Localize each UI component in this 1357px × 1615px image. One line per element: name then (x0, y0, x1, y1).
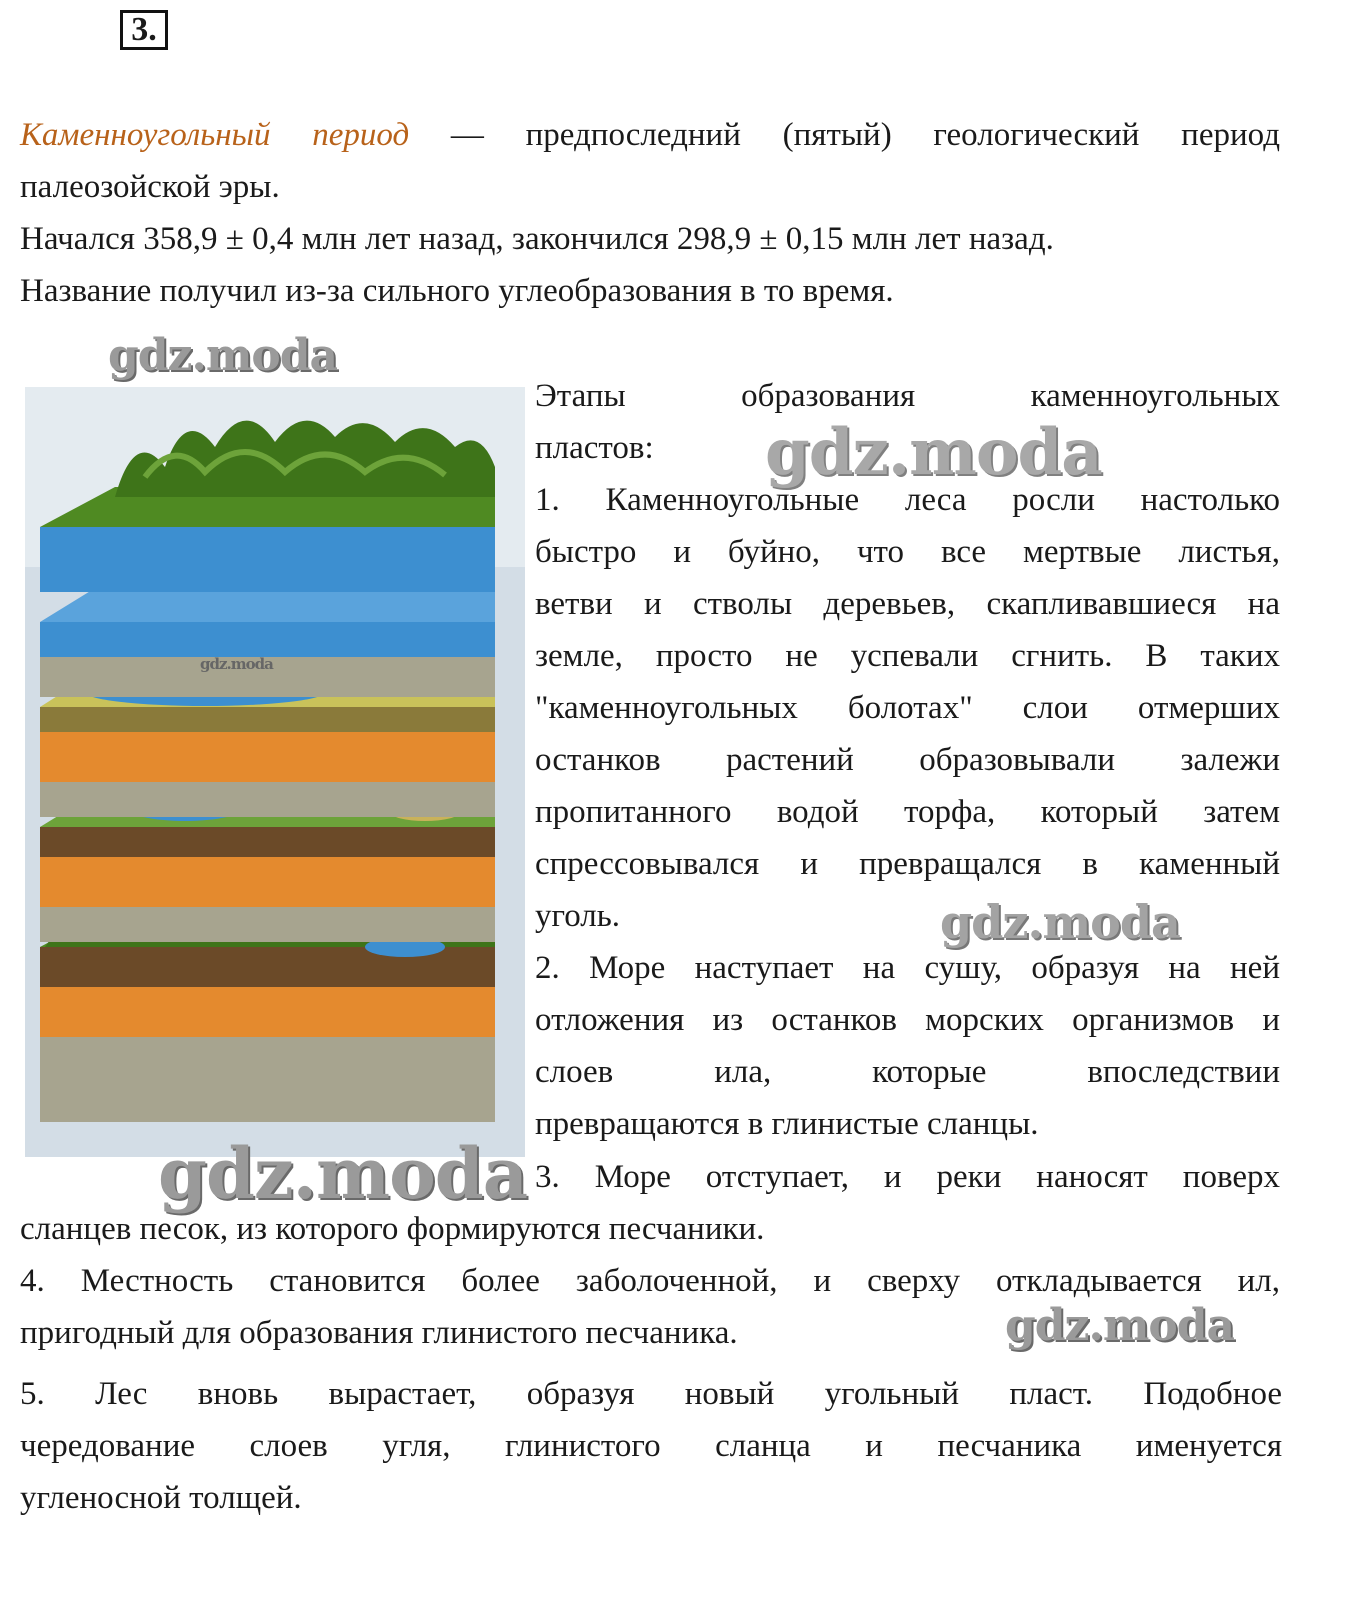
intro-line-3: Начался 358,9 ± 0,4 млн лет назад, закончился 298,9 ± 0,15 млн лет назад. (20, 221, 1054, 257)
watermark: gdz.moda (940, 895, 1180, 949)
bottom-line-3: пригодный для образования глинистого песчаника. (20, 1315, 738, 1351)
bottom-line-4: 5. Лес вновь вырастает, образуя новый угольный пласт. Подобное (20, 1376, 1282, 1412)
bottom-line-2: 4. Местность становится более заболоченной, и сверху откладывается ил, (20, 1263, 1280, 1299)
term-highlight: Каменноугольный период (20, 117, 410, 153)
right-line-16: 3. Море отступает, и реки наносят поверх (535, 1159, 1280, 1195)
bottom-line-5: чередование слоев угля, глинистого сланца и песчаника именуется (20, 1428, 1282, 1464)
intro-line-1 (20, 115, 1280, 155)
right-line-10: спрессовывался и превращался в каменный (535, 846, 1280, 882)
right-line-7: "каменноугольных болотах" слои отмерших (535, 690, 1280, 726)
intro-line-4: Название получил из-за сильного углеобразования в то время. (20, 273, 894, 309)
right-line-11: уголь. (535, 898, 621, 934)
right-line-9: пропитанного водой торфа, который затем (535, 794, 1280, 830)
watermark: gdz.moda (108, 330, 338, 381)
coal-layers-illustration (25, 387, 525, 1157)
right-line-15: превращаются в глинистые сланцы. (535, 1106, 1039, 1142)
bottom-line-1: сланцев песок, из которого формируются песчаники. (20, 1211, 765, 1247)
watermark: gdz.moda (765, 415, 1102, 490)
right-line-4: быстро и буйно, что все мертвые листья, (535, 534, 1280, 570)
intro-line-1-rest: — предпоследний (пятый) геологический период (450, 117, 1280, 153)
intro-line-2: палеозойской эры. (20, 169, 280, 205)
watermark: gdz.moda (200, 655, 273, 673)
right-line-6: земле, просто не успевали сгнить. В таких (535, 638, 1280, 674)
right-line-12: 2. Море наступает на сушу, образуя на ней (535, 950, 1280, 986)
task-number: 3. (120, 10, 168, 50)
right-line-8: останков растений образовывали залежи (535, 742, 1280, 778)
right-line-2: пластов: (535, 430, 654, 466)
watermark: gdz.moda (1005, 1300, 1235, 1351)
bottom-line-6: угленосной толщей. (20, 1480, 302, 1516)
right-line-1: Этапы образования каменноугольных (535, 378, 1280, 414)
layer-block-2 (40, 582, 495, 697)
right-line-5: ветви и стволы деревьев, скапливавшиеся на (535, 586, 1280, 622)
right-line-13: отложения из останков морских организмов и (535, 1002, 1280, 1038)
right-line-14: слоев ила, которые впоследствии (535, 1054, 1280, 1090)
watermark: gdz.moda (158, 1132, 528, 1215)
right-line-3: 1. Каменноугольные леса росли настолько (535, 482, 1280, 518)
